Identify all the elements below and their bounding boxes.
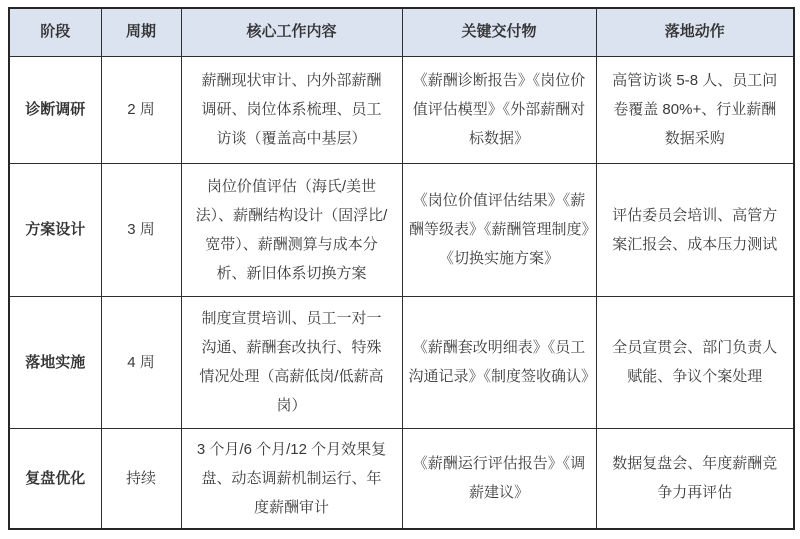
table-row-review [9,428,794,529]
cell-period: 3 周 [101,163,181,296]
cell-core-work: 薪酬现状审计、内外部薪酬调研、岗位体系梳理、员工访谈（覆盖高中基层） [181,56,402,163]
table-row-diagnosis [9,56,794,163]
cell-period: 4 周 [101,296,181,428]
header-actions: 落地动作 [596,8,794,56]
header-core-work: 核心工作内容 [181,8,402,56]
cell-actions: 全员宣贯会、部门负责人赋能、争议个案处理 [596,296,794,428]
cell-actions: 评估委员会培训、高管方案汇报会、成本压力测试 [596,163,794,296]
cell-phase: 诊断调研 [9,56,101,163]
table-row-design [9,163,794,296]
cell-actions: 数据复盘会、年度薪酬竞争力再评估 [596,428,794,529]
header-period: 周期 [101,8,181,56]
cell-deliverables: 《薪酬诊断报告》《岗位价值评估模型》《外部薪酬对标数据》 [402,56,596,163]
cell-core-work: 3 个月/6 个月/12 个月效果复盘、动态调薪机制运行、年度薪酬审计 [181,428,402,529]
cell-deliverables: 《岗位价值评估结果》《薪酬等级表》《薪酬管理制度》《切换实施方案》 [402,163,596,296]
compensation-plan-table [8,7,795,530]
header-deliverables: 关键交付物 [402,8,596,56]
header-row [9,8,794,56]
cell-deliverables: 《薪酬运行评估报告》《调薪建议》 [402,428,596,529]
cell-deliverables: 《薪酬套改明细表》《员工沟通记录》《制度签收确认》 [402,296,596,428]
cell-core-work: 岗位价值评估（海氏/美世法）、薪酬结构设计（固浮比/宽带）、薪酬测算与成本分析、新旧体系切换方案 [181,163,402,296]
header-phase: 阶段 [9,8,101,56]
table-row-implementation [9,296,794,428]
cell-core-work: 制度宣贯培训、员工一对一沟通、薪酬套改执行、特殊情况处理（高薪低岗/低薪高岗） [181,296,402,428]
cell-period: 2 周 [101,56,181,163]
cell-phase: 方案设计 [9,163,101,296]
cell-period: 持续 [101,428,181,529]
cell-actions: 高管访谈 5-8 人、员工问卷覆盖 80%+、行业薪酬数据采购 [596,56,794,163]
cell-phase: 落地实施 [9,296,101,428]
cell-phase: 复盘优化 [9,428,101,529]
